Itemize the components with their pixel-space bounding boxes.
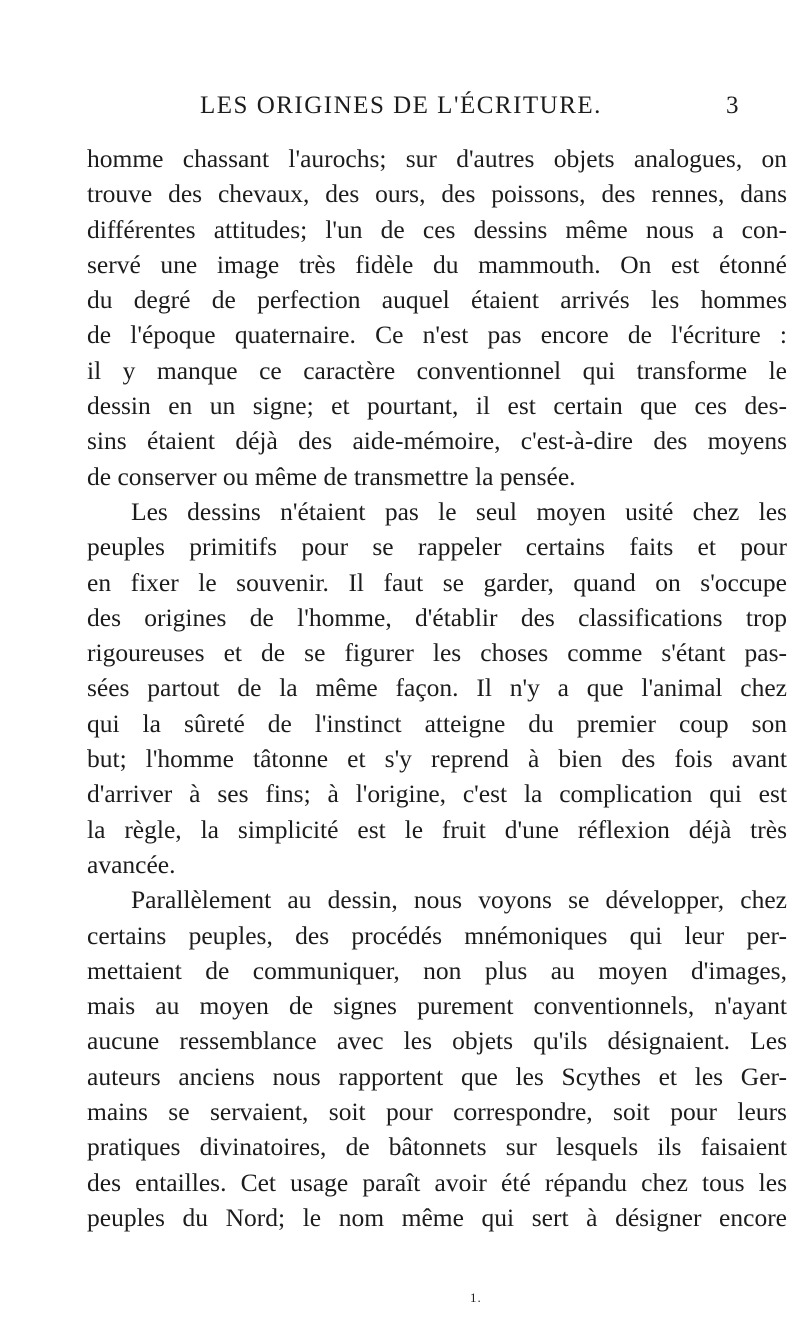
text-line: mains se servaient, soit pour correspondre, soit pour leurs	[87, 1097, 787, 1127]
text-line: mettaient de communiquer, non plus au moyen d'images,	[87, 955, 787, 985]
text-line: de conserver ou même de transmettre la pensée.	[87, 461, 576, 491]
text-line: qui la sûreté de l'instinct atteigne du premier coup son	[87, 708, 787, 738]
text-line: sins étaient déjà des aide-mémoire, c'est-à-dire des moyens	[87, 426, 787, 456]
text-line: sées partout de la même façon. Il n'y a que l'animal chez	[87, 673, 787, 703]
running-title: LES ORIGINES DE L'ÉCRITURE.	[200, 92, 602, 119]
text-line: peuples du Nord; le nom même qui sert à désigner encore	[87, 1202, 787, 1232]
text-line: il y manque ce caractère conventionnel qui transforme le	[87, 355, 787, 385]
text-line: but; l'homme tâtonne et s'y reprend à bien des fois avant	[87, 744, 787, 774]
text-line: servé une image très fidèle du mammouth. On est étonné	[87, 249, 787, 279]
text-line: trouve des chevaux, des ours, des poissons, des rennes, dans	[87, 179, 787, 209]
signature-mark: 1.	[470, 1290, 482, 1305]
body-text	[87, 141, 787, 1235]
text-line: avancée.	[87, 849, 176, 879]
paragraph-start-line: Les dessins n'étaient pas le seul moyen usité chez les	[131, 496, 787, 526]
text-line: auteurs anciens nous rapportent que les Scythes et les Ger-	[87, 1061, 787, 1091]
paragraph-start-line: Parallèlement au dessin, nous voyons se développer, chez	[131, 885, 787, 915]
text-line: en fixer le souvenir. Il faut se garder, quand on s'occupe	[87, 567, 787, 597]
text-line: homme chassant l'aurochs; sur d'autres objets analogues, on	[87, 144, 787, 173]
text-line: du degré de perfection auquel étaient arrivés les hommes	[87, 285, 787, 315]
text-line: différentes attitudes; l'un de ces dessins même nous a con-	[87, 214, 787, 244]
text-line: peuples primitifs pour se rappeler certains faits et pour	[87, 532, 787, 562]
text-line: de l'époque quaternaire. Ce n'est pas encore de l'écriture :	[87, 320, 787, 350]
text-line: pratiques divinatoires, de bâtonnets sur lesquels ils faisaient	[87, 1132, 787, 1162]
text-line: des entailles. Cet usage paraît avoir été répandu chez tous les	[87, 1167, 787, 1197]
text-line: la règle, la simplicité est le fruit d'une réflexion déjà très	[87, 814, 787, 844]
text-line: d'arriver à ses fins; à l'origine, c'est la complication qui est	[87, 779, 787, 809]
text-line: mais au moyen de signes purement conventionnels, n'ayant	[87, 991, 787, 1021]
text-line: des origines de l'homme, d'établir des classifications trop	[87, 602, 787, 632]
text-line: rigoureuses et de se figurer les choses comme s'étant pas-	[87, 638, 787, 668]
text-line: certains peuples, des procédés mnémoniques qui leur per-	[87, 920, 787, 950]
text-line: dessin en un signe; et pourtant, il est certain que ces des-	[87, 391, 787, 421]
text-line: aucune ressemblance avec les objets qu'ils désignaient. Les	[87, 1026, 787, 1056]
page-number: 3	[726, 92, 739, 119]
